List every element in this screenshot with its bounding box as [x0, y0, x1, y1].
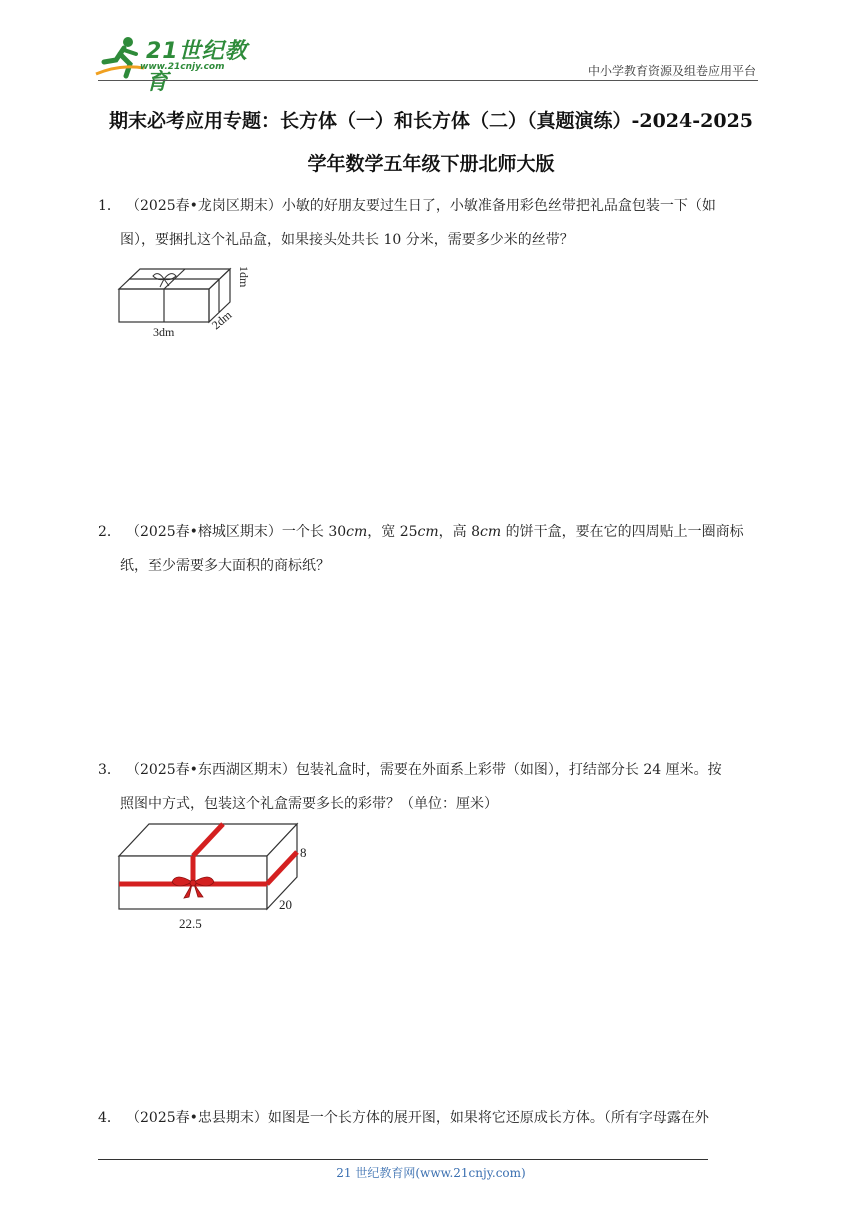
width-label: 20 [279, 897, 292, 912]
height-label: 8 [300, 845, 307, 860]
question-text: 纸，至少需要多大面积的商标纸？ [120, 558, 330, 574]
question-text: 图），要捆扎这个礼品盒，如果接头处共长 10 分米，需要多少米的丝带？ [120, 232, 574, 248]
question-text: 的饼干盒，要在它的四周贴上一圈商标 [501, 524, 744, 540]
page-header [0, 0, 860, 95]
logo-url: www.21cnjy.com [140, 62, 225, 72]
question-text: （2025春•榕城区期末）一个长 30 [126, 524, 347, 540]
question-2 [98, 515, 764, 583]
question-number: 4． [98, 1110, 121, 1126]
question-number: 1． [98, 198, 121, 214]
question-number: 2． [98, 524, 121, 540]
question-text: （2025春•龙岗区期末）小敏的好朋友要过生日了，小敏准备用彩色丝带把礼品盒包装一下（如 [126, 198, 716, 214]
question-1 [98, 189, 764, 257]
question-text: 照图中方式，包装这个礼盒需要多长的彩带？（单位：厘米） [120, 796, 498, 812]
logo-text: 21世纪教育 [146, 39, 248, 95]
logo [94, 34, 264, 95]
footer-link[interactable]: 21 世纪教育网(www.21cnjy.com) [336, 1166, 526, 1180]
height-label: 1dm [237, 266, 251, 288]
question-text: （2025春•忠县期末）如图是一个长方体的展开图，如果将它还原成长方体。（所有字母露在外 [126, 1110, 709, 1126]
gift-box-figure-3 [112, 820, 322, 938]
question-number: 3． [98, 762, 121, 778]
platform-name: 中小学教育资源及组卷应用平台 [587, 64, 756, 78]
header-divider [98, 80, 758, 81]
unit-text: cm [346, 524, 368, 540]
gift-box-figure-1 [108, 258, 258, 344]
unit-text: cm [417, 524, 439, 540]
question-text: ，高 8 [438, 524, 481, 540]
length-label: 22.5 [179, 916, 202, 931]
question-text: （2025春•东西湖区期末）包装礼盒时，需要在外面系上彩带（如图），打结部分长 24 厘米。按 [126, 762, 722, 778]
unit-text: cm [480, 524, 502, 540]
runner-logo-icon [94, 34, 146, 80]
length-label: 3dm [153, 325, 175, 339]
question-text: ，宽 25 [367, 524, 418, 540]
question-3 [98, 753, 764, 821]
question-4 [98, 1101, 764, 1135]
page-title-line2: 学年数学五年级下册北师大版 [307, 153, 555, 175]
page-title-line1: 期末必考应用专题：长方体（一）和长方体（二）（真题演练）-2024-2025 [108, 110, 754, 132]
footer-divider [98, 1159, 708, 1160]
width-label: 2dm [208, 307, 235, 333]
